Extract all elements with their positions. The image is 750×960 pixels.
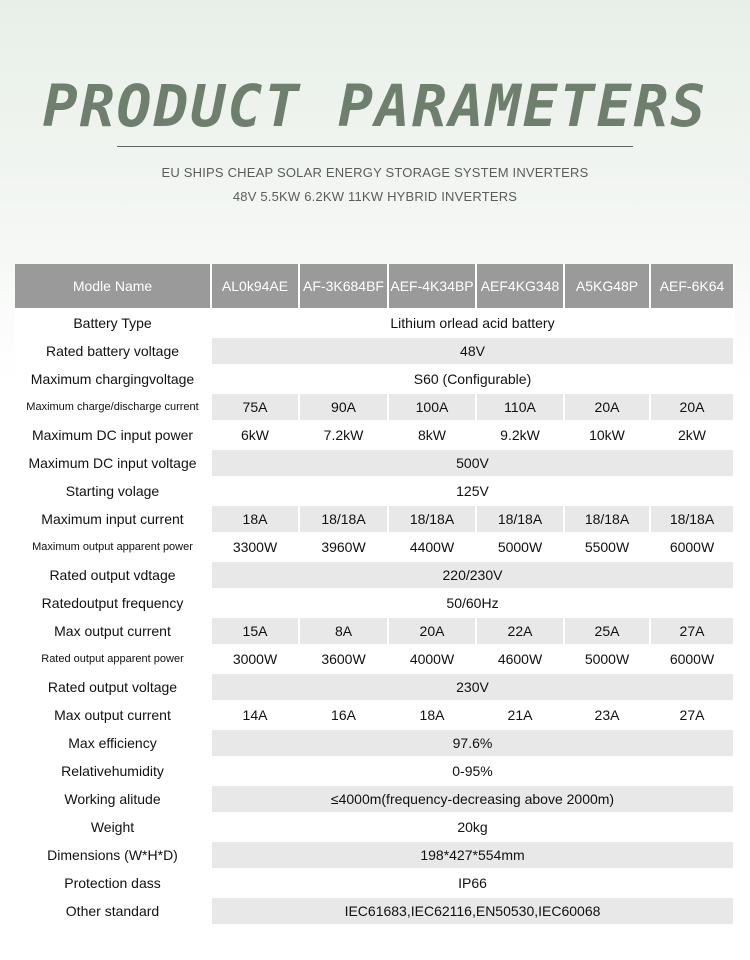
cell-value: 3300W — [212, 534, 300, 562]
table-row — [15, 758, 735, 786]
cell-value: 8kW — [389, 422, 477, 450]
table-row — [15, 534, 735, 562]
row-label: Dimensions (W*H*D) — [15, 842, 212, 870]
cell-value: 8A — [300, 618, 389, 646]
column-header-model: AEF4KG348 — [477, 264, 565, 310]
row-label: Rated output vdtage — [15, 562, 212, 590]
cell-value: 10kW — [565, 422, 651, 450]
cell-value: 18/18A — [300, 506, 389, 534]
table-row — [15, 394, 735, 422]
row-label: Max efficiency — [15, 730, 212, 758]
cell-value: 20A — [651, 394, 735, 422]
cell-value: 110A — [477, 394, 565, 422]
cell-value-shared: 125V — [212, 478, 735, 506]
cell-value-shared: 20kg — [212, 814, 735, 842]
table-row — [15, 814, 735, 842]
row-label: Weight — [15, 814, 212, 842]
row-label: Max output current — [15, 702, 212, 730]
row-label: Maximum DC input power — [15, 422, 212, 450]
cell-value: 5000W — [565, 646, 651, 674]
cell-value: 25A — [565, 618, 651, 646]
cell-value: 3600W — [300, 646, 389, 674]
table-row — [15, 478, 735, 506]
cell-value-shared: 50/60Hz — [212, 590, 735, 618]
cell-value: 4600W — [477, 646, 565, 674]
row-label: Max output current — [15, 618, 212, 646]
table-row — [15, 562, 735, 590]
table-row — [15, 618, 735, 646]
table-row — [15, 590, 735, 618]
title-divider — [117, 146, 633, 147]
table-row — [15, 646, 735, 674]
table-header-row — [15, 264, 735, 310]
table-row — [15, 674, 735, 702]
cell-value: 6kW — [212, 422, 300, 450]
column-header-model: AL0k94AE — [212, 264, 300, 310]
cell-value-shared: 220/230V — [212, 562, 735, 590]
cell-value: 20A — [565, 394, 651, 422]
table-row — [15, 898, 735, 926]
cell-value-shared: 48V — [212, 338, 735, 366]
cell-value: 100A — [389, 394, 477, 422]
cell-value: 14A — [212, 702, 300, 730]
cell-value: 18A — [212, 506, 300, 534]
column-header-model: AEF-6K64 — [651, 264, 735, 310]
cell-value: 4400W — [389, 534, 477, 562]
cell-value-shared: 198*427*554mm — [212, 842, 735, 870]
row-label: Maximum input current — [15, 506, 212, 534]
subtitle-line-2: 48V 5.5KW 6.2KW 11KW HYBRID INVERTERS — [232, 189, 518, 204]
row-label: Maximum DC input voltage — [15, 450, 212, 478]
row-label: Starting volage — [15, 478, 212, 506]
cell-value: 3960W — [300, 534, 389, 562]
row-label: Maximum charge/discharge current — [15, 394, 212, 422]
cell-value: 16A — [300, 702, 389, 730]
cell-value: 3000W — [212, 646, 300, 674]
row-label: Rated battery voltage — [15, 338, 212, 366]
page-title: PRODUCT PARAMETERS — [42, 72, 708, 140]
cell-value-shared: 97.6% — [212, 730, 735, 758]
cell-value: 5000W — [477, 534, 565, 562]
cell-value: 21A — [477, 702, 565, 730]
cell-value: 20A — [389, 618, 477, 646]
row-label: Rated output voltage — [15, 674, 212, 702]
table-row — [15, 730, 735, 758]
table-row — [15, 338, 735, 366]
cell-value: 5500W — [565, 534, 651, 562]
row-label: Maximum chargingvoltage — [15, 366, 212, 394]
row-label: Protection dass — [15, 870, 212, 898]
cell-value: 27A — [651, 618, 735, 646]
cell-value: 18/18A — [651, 506, 735, 534]
table-row — [15, 870, 735, 898]
cell-value: 90A — [300, 394, 389, 422]
cell-value-shared: IEC61683,IEC62116,EN50530,IEC60068 — [212, 898, 735, 926]
row-label: Maximum output apparent power — [15, 534, 212, 562]
cell-value-shared: ≤4000m(frequency-decreasing above 2000m) — [212, 786, 735, 814]
cell-value: 18/18A — [477, 506, 565, 534]
row-label: Relativehumidity — [15, 758, 212, 786]
cell-value: 23A — [565, 702, 651, 730]
cell-value-shared: 500V — [212, 450, 735, 478]
row-label: Ratedoutput frequency — [15, 590, 212, 618]
cell-value: 18A — [389, 702, 477, 730]
cell-value: 15A — [212, 618, 300, 646]
cell-value: 9.2kW — [477, 422, 565, 450]
row-label: Working alitude — [15, 786, 212, 814]
table-row — [15, 786, 735, 814]
cell-value-shared: 0-95% — [212, 758, 735, 786]
cell-value: 18/18A — [565, 506, 651, 534]
column-header-model: AF-3K684BF — [300, 264, 389, 310]
table-row — [15, 450, 735, 478]
table-row — [15, 310, 735, 338]
cell-value: 4000W — [389, 646, 477, 674]
cell-value: 75A — [212, 394, 300, 422]
table-row — [15, 366, 735, 394]
subtitle-line-1: EU SHIPS CHEAP SOLAR ENERGY STORAGE SYSTEM INVERTERS — [161, 165, 589, 180]
cell-value-shared: S60 (Configurable) — [212, 366, 735, 394]
table-row — [15, 506, 735, 534]
cell-value-shared: 230V — [212, 674, 735, 702]
table-row — [15, 422, 735, 450]
cell-value: 7.2kW — [300, 422, 389, 450]
cell-value: 6000W — [651, 646, 735, 674]
table-row — [15, 842, 735, 870]
cell-value-shared: IP66 — [212, 870, 735, 898]
cell-value: 6000W — [651, 534, 735, 562]
parameters-table — [15, 264, 735, 926]
cell-value-shared: Lithium orlead acid battery — [212, 310, 735, 338]
cell-value: 18/18A — [389, 506, 477, 534]
column-header-model: A5KG48P — [565, 264, 651, 310]
row-label: Other standard — [15, 898, 212, 926]
column-header-model-name: Modle Name — [15, 264, 212, 310]
column-header-model: AEF-4K34BP — [389, 264, 477, 310]
table-row — [15, 702, 735, 730]
cell-value: 2kW — [651, 422, 735, 450]
row-label: Battery Type — [15, 310, 212, 338]
cell-value: 22A — [477, 618, 565, 646]
row-label: Rated output apparent power — [15, 646, 212, 674]
cell-value: 27A — [651, 702, 735, 730]
